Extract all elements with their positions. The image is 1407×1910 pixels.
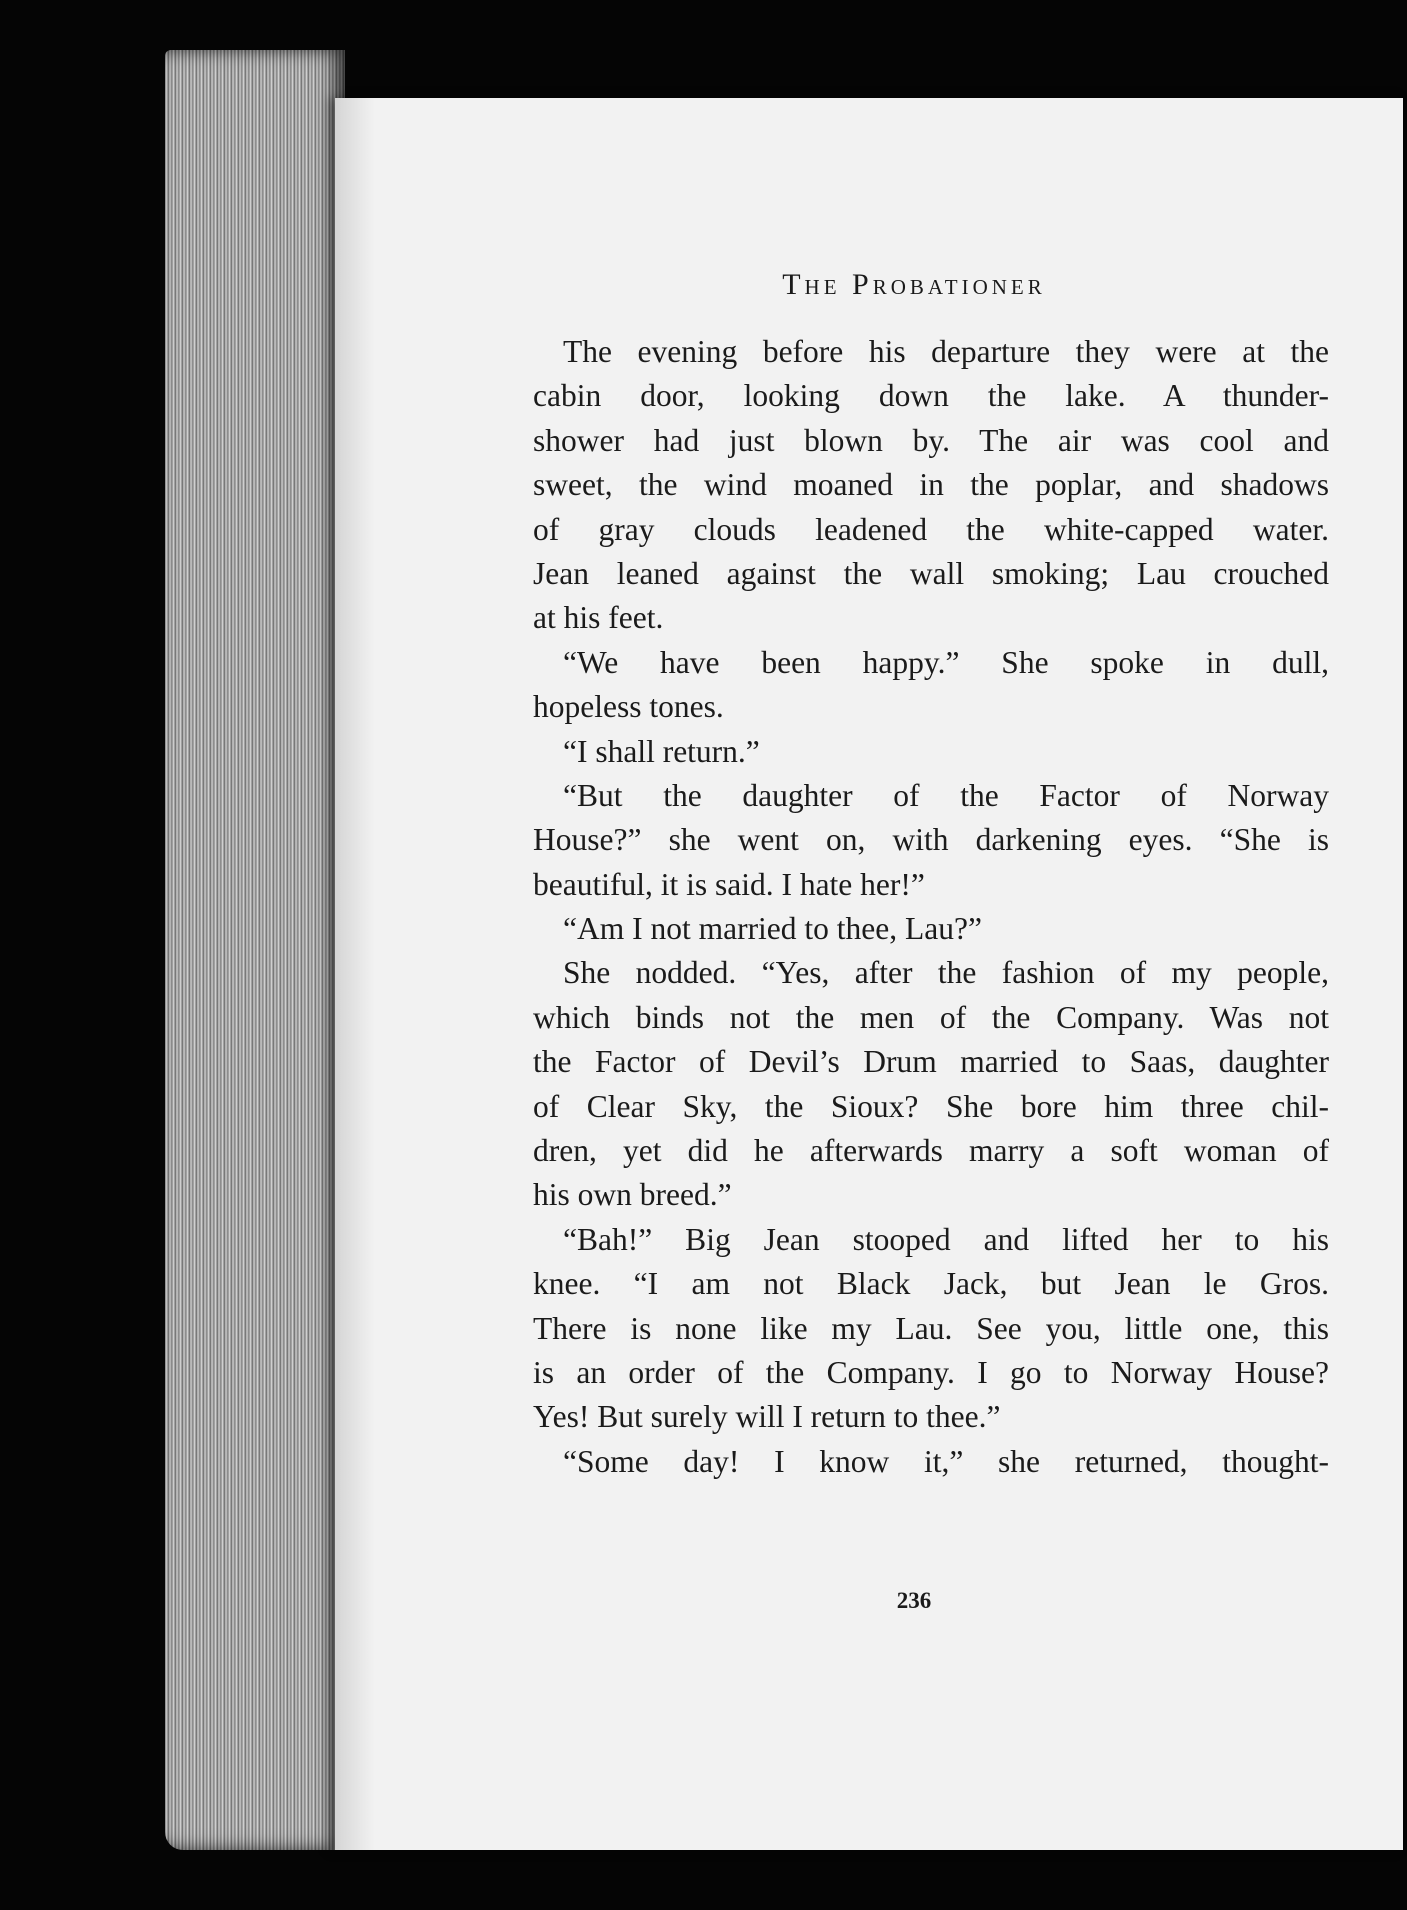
text-line: Jean leaned against the wall smoking; Lau crouched bbox=[533, 555, 1329, 591]
text-line: beautiful, it is said. I hate her!” bbox=[533, 866, 925, 902]
text-line: at his feet. bbox=[533, 600, 664, 636]
text-line: She nodded. “Yes, after the fashion of my people, bbox=[563, 955, 1329, 991]
text-line: The evening before his departure they were at the bbox=[563, 334, 1329, 369]
text-line: of gray clouds leadened the white-capped water. bbox=[533, 511, 1329, 547]
page-number: 236 bbox=[896, 1588, 932, 1613]
text-line: “Bah!” Big Jean stooped and lifted her to his bbox=[563, 1221, 1329, 1257]
body-text bbox=[533, 330, 1329, 1484]
text-line: is an order of the Company. I go to Norway House? bbox=[533, 1354, 1329, 1390]
text-line: “We have been happy.” She spoke in dull, bbox=[563, 644, 1329, 680]
text-line: his own breed.” bbox=[533, 1177, 732, 1213]
text-line: House?” she went on, with darkening eyes. “She is bbox=[533, 822, 1329, 858]
text-line: hopeless tones. bbox=[533, 689, 724, 725]
text-line: which binds not the men of the Company. Was not bbox=[533, 999, 1329, 1035]
text-line: “I shall return.” bbox=[563, 733, 760, 769]
text-line: There is none like my Lau. See you, little one, this bbox=[533, 1310, 1329, 1346]
text-line: sweet, the wind moaned in the poplar, and shadows bbox=[533, 467, 1329, 503]
text-line: “Some day! I know it,” she returned, thought- bbox=[563, 1443, 1329, 1479]
text-line: dren, yet did he afterwards marry a soft woman of bbox=[533, 1133, 1329, 1169]
text-line: shower had just blown by. The air was cool and bbox=[533, 422, 1329, 458]
text-line: “Am I not married to thee, Lau?” bbox=[563, 911, 982, 947]
text-line: “But the daughter of the Factor of Norway bbox=[563, 777, 1329, 813]
page-content bbox=[335, 98, 1403, 1850]
text-line: cabin door, looking down the lake. A thunder- bbox=[533, 378, 1329, 414]
book-page bbox=[335, 98, 1403, 1850]
text-line: of Clear Sky, the Sioux? She bore him three chil- bbox=[533, 1088, 1329, 1124]
text-line: knee. “I am not Black Jack, but Jean le Gros. bbox=[533, 1266, 1329, 1302]
running-header: The Probationer bbox=[782, 268, 1046, 301]
text-line: the Factor of Devil’s Drum married to Saas, daughter bbox=[533, 1044, 1329, 1080]
book-page-edges bbox=[165, 50, 345, 1850]
text-line: Yes! But surely will I return to thee.” bbox=[533, 1399, 1001, 1435]
